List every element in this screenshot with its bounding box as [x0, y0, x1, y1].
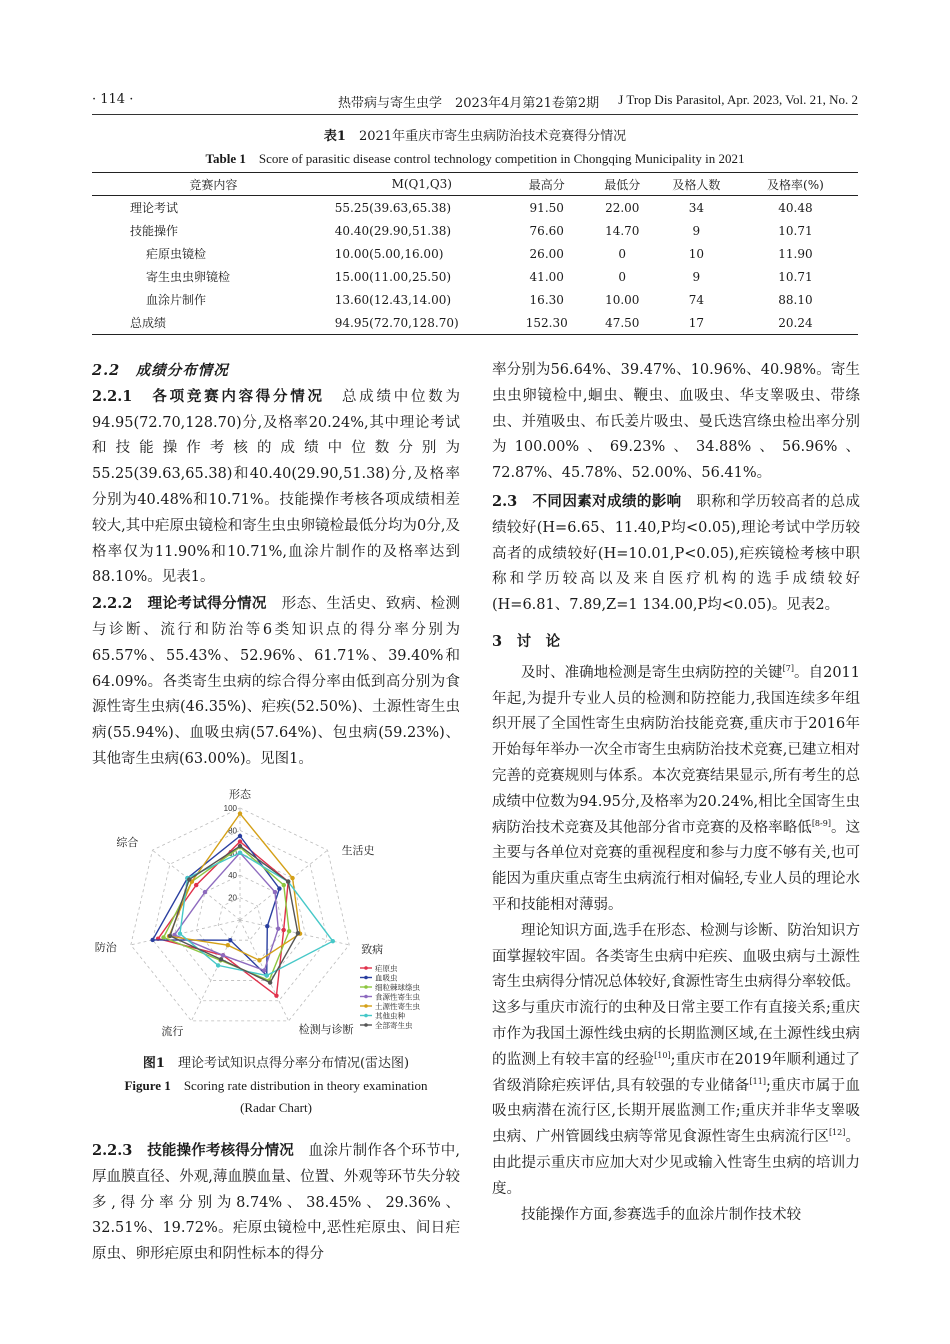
- discussion-paragraph-2: 理论知识方面,选手在形态、检测与诊断、防治知识方面掌握较牢固。各类寄生虫病中疟疾、血吸虫病与土源性寄生虫病得分情况总体较好,食源性寄生虫病得分率较低。这多与重庆市流行的虫种及日常主要工作有直接关系;重庆市作为我国土源性线虫病的长期监测区域,在土源性线虫病的监测上有较丰富的经验[10];重庆市在2019年顺利通过了省级消除疟疾评估,具有较强的专业储备[11];重庆市属于血吸虫病潜在流行区,长期开展监测工作;重庆并非华支睾吸虫病、广州管圆线虫病等常见食源性寄生虫病流行区[12]。由此提示重庆市应加大对少见或输入性寄生虫病的培训力度。: [492, 922, 861, 1197]
- table-cell: 74: [688, 292, 704, 307]
- table-cell: 血涂片制作: [146, 293, 207, 307]
- radar-data-point: [273, 890, 277, 894]
- table-cell: 16.30: [529, 292, 564, 307]
- radar-tick-label: 80: [228, 826, 237, 836]
- table-header: 及格人数: [660, 173, 733, 196]
- left-column-bottom: [92, 1138, 460, 1268]
- table-cell: 152.30: [509, 311, 585, 335]
- radar-axis-label: 致病: [361, 942, 384, 956]
- table-cell: 76.60: [529, 223, 564, 238]
- radar-data-point: [161, 935, 165, 939]
- radar-axis-label: 检测与诊断: [298, 1022, 354, 1036]
- radar-tick-label: 20: [228, 893, 237, 903]
- table-header-row: [92, 173, 858, 196]
- legend-label: 其他虫种: [375, 1011, 405, 1021]
- paragraph-2-2-3: 2.2.3 技能操作考核得分情况 血涂片制作各个环节中,厚血膜直径、外观,薄血膜血量、位置、外观等环节失分较多,得分率分别为8.74%、38.45%、29.36%、32.51%、19.72%。疟原虫镜检中,恶性疟原虫、间日疟原虫、卵形疟原虫和阴性标本的得分: [92, 1142, 460, 1263]
- paragraph-2-2-1: 2.2.1 各项竞赛内容得分情况 总成绩中位数为94.95(72.70,128.70)分,及格率20.24%,其中理论考试和技能操作考核的成绩中位数分别为55.25(39.63,65.38)和40.40(29.90,51.38)分,及格率分别为40.48%和10.71%。技能操作考核各项成绩相差较大,其中疟原虫镜检和寄生虫虫卵镜检最低分均为0分,及格率仅为11.90%和10.71%,血涂片制作的及格率达到88.10%。见表1。: [92, 387, 461, 586]
- table-cell: 总成绩: [92, 311, 335, 335]
- legend-label: 血吸虫: [375, 973, 398, 983]
- table-row: [92, 311, 858, 335]
- table-caption-cn: 表1 2021年重庆市寄生虫病防治技术竞赛得分情况: [323, 129, 627, 144]
- table-cell: 40.40(29.90,51.38): [334, 223, 452, 238]
- radar-data-point: [265, 924, 269, 928]
- table-caption-en: Table 1 Score of parasitic disease control technology competition in Chongqing Municipality in 2021: [205, 151, 745, 166]
- paragraph-2-3: 2.3 不同因素对成绩的影响 职称和学历较高者的总成绩较好(H=6.65、11.40,P均<0.05),理论考试中学历较高者的成绩较好(H=10.01,P<0.05),疟疾镜检考核中职称和学历较高以及来自医疗机构的选手成绩较好(H=6.81、7.89,Z=1 134.00,P均<0.05)。见表2。: [492, 492, 860, 614]
- radar-data-point: [238, 811, 242, 815]
- radar-data-point: [265, 973, 269, 977]
- table-cell: 10.71: [778, 223, 813, 238]
- table-cell: 13.60(12.43,14.00): [334, 292, 452, 307]
- left-column-top: [92, 358, 460, 773]
- legend-label: 食源性寄生虫: [375, 992, 420, 1002]
- table-cell: 11.90: [778, 246, 813, 261]
- table-cell: 10.00(5.00,16.00): [334, 246, 444, 261]
- radar-data-point: [150, 938, 154, 942]
- radar-axis-label: 形态: [229, 788, 251, 801]
- radar-data-point: [257, 958, 261, 962]
- table-cell: 0: [618, 246, 627, 261]
- discussion-paragraph-3: 技能操作方面,参赛选手的血涂片制作技术较: [521, 1206, 802, 1223]
- table-cell: 理论考试: [130, 201, 179, 215]
- header-rule: [92, 114, 858, 115]
- legend-label: 疟原虫: [375, 964, 398, 973]
- radar-data-point: [286, 879, 290, 883]
- section-heading-2-2: 2.2 成绩分布情况: [92, 362, 229, 379]
- table-cell: 22.00: [605, 200, 640, 215]
- radar-data-point: [274, 993, 278, 997]
- radar-data-point: [178, 932, 182, 936]
- table-row: [92, 219, 858, 242]
- table-row: [92, 242, 858, 265]
- radar-data-point: [238, 839, 242, 843]
- section-heading-3: 3 讨 论: [492, 632, 561, 650]
- radar-series-line: [158, 842, 288, 996]
- table-row: [92, 196, 858, 220]
- radar-data-point: [238, 851, 242, 855]
- table-header: 及格率(%): [733, 173, 858, 196]
- radar-data-point: [262, 968, 266, 972]
- radar-data-point: [228, 938, 232, 942]
- radar-data-point: [238, 844, 242, 848]
- table-cell: 9: [692, 269, 701, 284]
- radar-data-point: [168, 934, 172, 938]
- table-cell: 91.50: [529, 200, 564, 215]
- radar-data-point: [194, 883, 198, 887]
- radar-tick-label: 100: [223, 804, 237, 813]
- table-cell: 26.00: [529, 246, 564, 261]
- radar-tick-label: 60: [228, 848, 237, 858]
- radar-data-point: [277, 886, 281, 890]
- journal-title-en: J Trop Dis Parasitol, Apr. 2023, Vol. 21, No. 2: [618, 92, 858, 107]
- radar-data-point: [219, 957, 223, 961]
- legend-swatch-dot: [364, 1014, 368, 1018]
- radar-data-point: [238, 834, 242, 838]
- radar-data-point: [203, 890, 207, 894]
- legend-label: 土源性寄生虫: [375, 1002, 420, 1011]
- table-header: 最低分: [585, 173, 660, 196]
- legend-swatch-dot: [364, 966, 368, 970]
- radar-data-point: [221, 953, 225, 957]
- table-cell: 34: [688, 200, 704, 215]
- table-cell: 41.00: [529, 269, 564, 284]
- journal-title-cn: 热带病与寄生虫学 2023年4月第21卷第2期: [338, 96, 600, 111]
- figure-caption-cn: 图1 理论考试知识点得分率分布情况(雷达图): [142, 1056, 410, 1071]
- table-cell: 47.50: [585, 311, 660, 335]
- radar-spoke: [131, 920, 240, 945]
- legend-swatch-dot: [364, 1004, 368, 1008]
- table-header: 最高分: [509, 173, 585, 196]
- radar-chart: [92, 778, 460, 1048]
- legend-label: 细粒棘球绦虫: [375, 983, 420, 992]
- radar-axis-label: 综合: [116, 836, 139, 850]
- table-cell: 14.70: [605, 223, 640, 238]
- table-header: 竞赛内容: [92, 173, 335, 196]
- table-cell: 10.00: [605, 292, 640, 307]
- table-row: [92, 265, 858, 288]
- table-cell: 20.24: [733, 311, 858, 335]
- paragraph-continued: 率分别为56.64%、39.47%、10.96%、40.98%。寄生虫虫卵镜检中,蛔虫、鞭虫、血吸虫、华支睾吸虫、带绦虫、并殖吸虫、布氏姜片吸虫、曼氏迭宫绦虫检出率分别为100.00%、69.23%、34.88%、56.96%、72.87%、45.78%、52.00%、56.41%。: [492, 362, 860, 482]
- radar-data-point: [187, 877, 191, 881]
- discussion-paragraph-1: 及时、准确地检测是寄生虫病防控的关键[7]。自2011年起,为提升专业人员的检测和防控能力,我国连续多年组织开展了全国性寄生虫病防治技能竞赛,重庆市于2016年开始每年举办一次全市寄生虫病防治技术竞赛,已建立相对完善的竞赛规则与体系。本次竞赛结果显示,所有考生的总成绩中位数为94.95分,及格率为20.24%,相比全国寄生虫病防治技术竞赛及其他部分省市竞赛的及格率略低[8-9]。这主要与各单位对竞赛的重视程度和参与力度不够有关,也可能因为重庆重点寄生虫病流行相对偏轻,专业人员的理论水平和技能相对薄弱。: [492, 663, 861, 913]
- legend-swatch-dot: [364, 976, 368, 980]
- radar-axis-label: 生活史: [341, 844, 375, 858]
- radar-data-point: [290, 876, 294, 880]
- table-cell: 55.25(39.63,65.38): [334, 200, 452, 215]
- radar-data-point: [268, 980, 272, 984]
- table-cell: 88.10: [778, 292, 813, 307]
- radar-series-line: [174, 853, 278, 971]
- score-table: [92, 172, 858, 335]
- radar-data-point: [282, 883, 286, 887]
- paragraph-2-2-2: 2.2.2 理论考试得分情况 形态、生活史、致病、检测与诊断、流行和防治等6类知识点的得分率分别为65.57%、55.43%、52.96%、61.71%、39.40%和64.09%。各类寄生虫病的综合得分率由低到高分别为食源性寄生虫病(46.35%)、疟疾(52.50%)、土源性寄生虫病(55.94%)、血吸虫病(57.64%)、包虫病(59.23%)、其他寄生虫病(63.00%)。见图1。: [92, 595, 461, 767]
- legend-swatch-dot: [364, 1023, 368, 1027]
- radar-spoke: [191, 920, 240, 1021]
- radar-data-point: [296, 931, 300, 935]
- table-cell: 疟原虫镜检: [146, 247, 207, 261]
- right-column: [492, 358, 860, 1228]
- table-cell: 15.00(11.00,25.50): [334, 269, 452, 284]
- radar-data-point: [226, 943, 230, 947]
- running-header: [92, 92, 858, 112]
- radar-data-point: [331, 939, 335, 943]
- radar-axis-label: 流行: [161, 1024, 184, 1038]
- radar-data-point: [287, 929, 291, 933]
- radar-tick-label: 40: [228, 871, 237, 881]
- page-number: · 114 ·: [92, 92, 134, 107]
- table-cell: 17: [660, 311, 733, 335]
- radar-data-point: [281, 928, 285, 932]
- table-cell: 寄生虫虫卵镜检: [146, 270, 231, 284]
- radar-data-point: [276, 927, 280, 931]
- table-cell: 10: [688, 246, 704, 261]
- table-cell: 9: [692, 223, 701, 238]
- legend-swatch-dot: [364, 995, 368, 999]
- table-row: [92, 288, 858, 311]
- table-header: M(Q1,Q3): [335, 173, 509, 196]
- table-cell: 技能操作: [130, 224, 179, 238]
- figure-caption-en: Figure 1 Scoring rate distribution in theory examination (Radar Chart): [124, 1078, 428, 1115]
- legend-swatch-dot: [364, 985, 368, 989]
- radar-data-point: [216, 963, 220, 967]
- table-cell: 0: [618, 269, 627, 284]
- table-cell: 94.95(72.70,128.70): [335, 311, 509, 335]
- table-cell: 10.71: [778, 269, 813, 284]
- radar-axis-label: 防治: [94, 940, 117, 954]
- legend-label: 全部寄生虫: [375, 1021, 413, 1030]
- table-cell: 40.48: [778, 200, 813, 215]
